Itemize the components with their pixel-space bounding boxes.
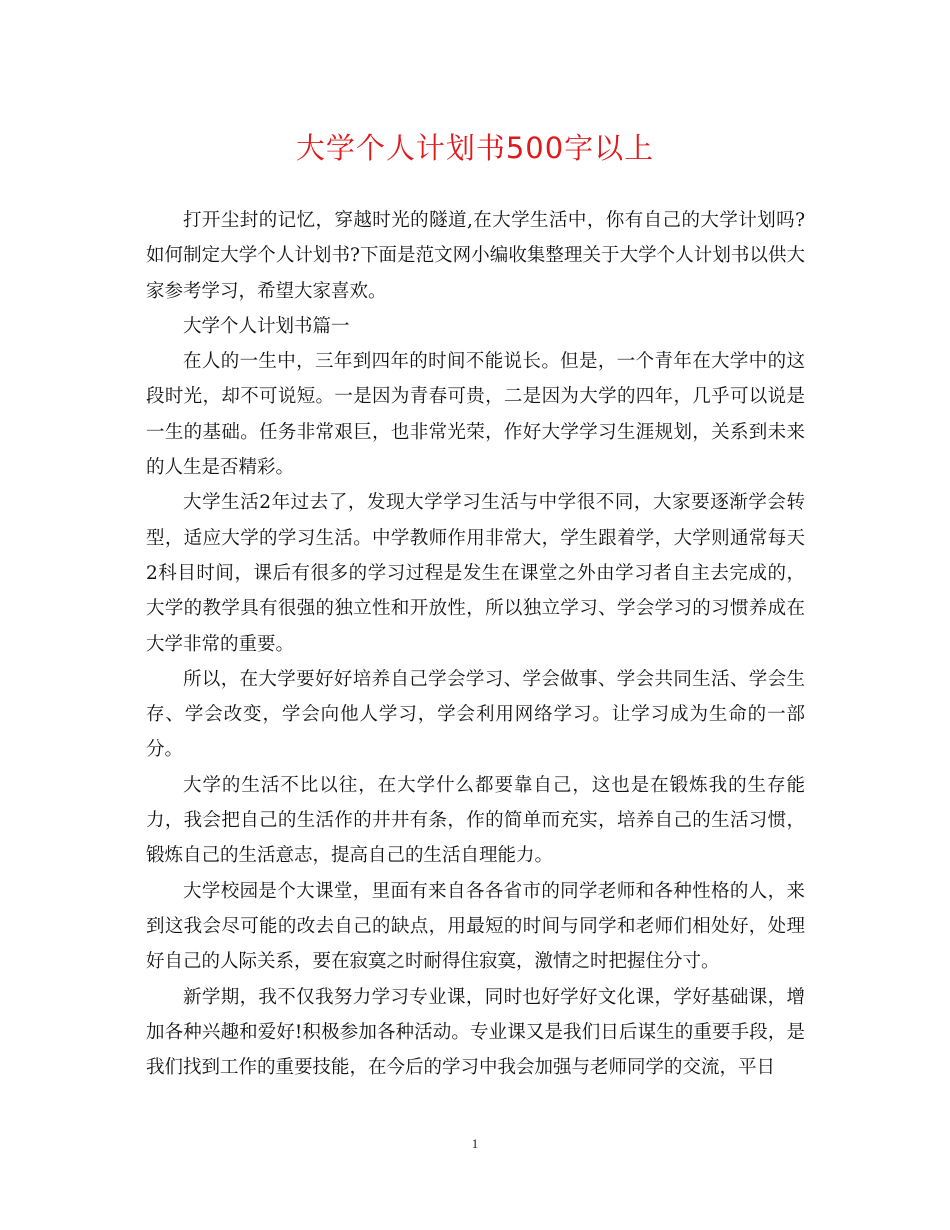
paragraph: 所以，在大学要好好培养自己学会学习、学会做事、学会共同生活、学会生存、学会改变，学会向他人学习，学会利用网络学习。让学习成为生命的一部分。 — [146, 668, 805, 761]
page-number: 1 — [471, 1136, 479, 1151]
paragraph: 大学生活2年过去了，发现大学学习生活与中学很不同，大家要逐渐学会转型，适应大学的学习生活。中学教师作用非常大，学生跟着学，大学则通常每天2科目时间，课后有很多的学习过程是发生在课堂之外由学习者自主去完成的，大学的教学具有很强的独立性和开放性，所以独立学习、学会学习的习惯养成在大学非常的重要。 — [146, 492, 805, 655]
paragraph-intro: 打开尘封的记忆，穿越时光的隧道,在大学生活中，你有自己的大学计划吗?如何制定大学个人计划书?下面是范文网小编收集整理关于大学个人计划书以供大家参考学习，希望大家喜欢。 — [146, 210, 805, 302]
section-heading: 大学个人计划书篇一 — [183, 315, 350, 337]
paragraph: 大学的生活不比以往，在大学什么都要靠自己，这也是在锻炼我的生存能力，我会把自己的生活作的井井有条，作的简单而充实，培养自己的生活习惯，锻炼自己的生活意志，提高自己的生活自理能力。 — [146, 774, 805, 867]
paragraph: 大学校园是个大课堂，里面有来自各各省市的同学老师和各种性格的人，来到这我会尽可能的改去自己的缺点，用最短的时间与同学和老师们相处好，处理好自己的人际关系，要在寂寞之时耐得住寂寞，激情之时把握住分寸。 — [146, 880, 805, 973]
document-title: 大学个人计划书500字以上 — [295, 131, 655, 165]
paragraph: 在人的一生中，三年到四年的时间不能说长。但是，一个青年在大学中的这段时光，却不可说短。一是因为青春可贵，二是因为大学的四年，几乎可以说是一生的基础。任务非常艰巨，也非常光荣，作好大学学习生涯规划，关系到未来的人生是否精彩。 — [146, 351, 805, 479]
document-body — [146, 203, 805, 1085]
paragraph: 新学期，我不仅我努力学习专业课，同时也好学好文化课，学好基础课，增加各种兴趣和爱好!积极参加各种活动。专业课又是我们日后谋生的重要手段，是我们找到工作的重要技能，在今后的学习中我会加强与老师同学的交流，平日 — [146, 986, 805, 1079]
